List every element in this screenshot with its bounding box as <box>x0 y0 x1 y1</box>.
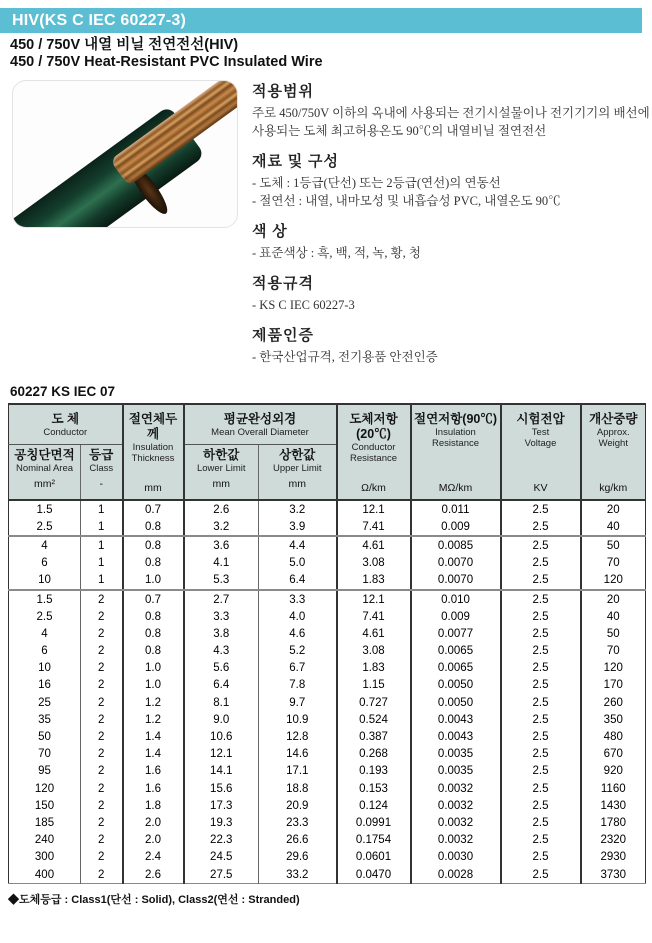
cell: 1 <box>81 555 123 572</box>
cell: 2.6 <box>184 500 259 518</box>
cell: 0.0030 <box>411 849 501 866</box>
cell: 22.3 <box>184 832 259 849</box>
cell: 920 <box>603 765 623 778</box>
cell: 2.6 <box>123 866 184 884</box>
cell: 5.2 <box>259 643 337 660</box>
cell: 0.0070 <box>411 555 501 572</box>
cell: 2320 <box>600 834 627 847</box>
cell: 1160 <box>600 782 626 795</box>
cell: 5.3 <box>184 572 259 590</box>
cell: 0.387 <box>337 728 411 745</box>
cell: 0.0043 <box>411 711 501 728</box>
cell: 70 <box>9 746 81 763</box>
cell: 1.0 <box>123 677 184 694</box>
section-text: - KS C IEC 60227-3 <box>252 298 355 312</box>
cell: 2 <box>81 677 123 694</box>
cell: 350 <box>603 713 623 726</box>
cell: 18.8 <box>259 780 337 797</box>
cell: 1.4 <box>123 728 184 745</box>
table-row <box>9 625 646 642</box>
cell: 120 <box>9 780 81 797</box>
cell: 1.83 <box>337 660 411 677</box>
section-scope <box>252 80 650 140</box>
cell: 6.4 <box>259 572 337 590</box>
page-header-banner <box>0 8 642 33</box>
cell: 16 <box>9 677 81 694</box>
section-colors <box>252 220 650 262</box>
cell: 4.3 <box>184 643 259 660</box>
cell: 2 <box>81 660 123 677</box>
cell: 2.7 <box>184 590 259 608</box>
cell: 12.8 <box>259 728 337 745</box>
cell: 670 <box>603 748 623 761</box>
cell: 0.0032 <box>411 832 501 849</box>
table-row <box>9 711 646 728</box>
cell: 300 <box>9 849 81 866</box>
table-row <box>9 555 646 572</box>
table-row <box>9 500 646 518</box>
wire-product-photo <box>12 80 238 228</box>
cell: 12.1 <box>184 746 259 763</box>
section-heading: 적용규격 <box>252 276 314 292</box>
col-group-diameter: 평균완성외경 Mean Overall Diameter <box>184 404 337 444</box>
cell: 2.5 <box>501 797 581 814</box>
cell: 2.5 <box>501 643 581 660</box>
cell: 2.5 <box>501 500 581 518</box>
cell: 0.0050 <box>411 694 501 711</box>
cell: 3.08 <box>337 643 411 660</box>
cell: 0.0065 <box>411 643 501 660</box>
cell: 4.61 <box>337 536 411 554</box>
cell: 0.0470 <box>337 866 411 884</box>
cell: 170 <box>603 679 623 692</box>
cell: 1.5 <box>9 500 81 518</box>
table-row <box>9 832 646 849</box>
cell: 1.0 <box>123 572 184 590</box>
cell: 0.0070 <box>411 572 501 590</box>
cell: 2.5 <box>501 763 581 780</box>
cell: 2 <box>81 625 123 642</box>
cell: 2.5 <box>501 677 581 694</box>
cell: 2.0 <box>123 814 184 831</box>
cell: 1.4 <box>123 746 184 763</box>
cell: 14.1 <box>184 763 259 780</box>
cell: 8.1 <box>184 694 259 711</box>
cell: 1.5 <box>9 590 81 608</box>
cell: 70 <box>606 557 620 570</box>
cell: 1.15 <box>337 677 411 694</box>
cell: 0.011 <box>411 500 501 518</box>
cell: 0.193 <box>337 763 411 780</box>
cell: 0.0032 <box>411 814 501 831</box>
cell: 9.7 <box>259 694 337 711</box>
cell: 17.1 <box>259 763 337 780</box>
cell: 3.2 <box>184 518 259 536</box>
table-row <box>9 780 646 797</box>
cell: 0.8 <box>123 536 184 554</box>
cell: 1 <box>81 572 123 590</box>
col-insulation-thickness: 절연체두께 Insulation Thickness mm <box>123 404 184 500</box>
cell: 3730 <box>600 868 627 881</box>
cell: 0.0028 <box>411 866 501 884</box>
cell: 1.6 <box>123 780 184 797</box>
cell: 2 <box>81 849 123 866</box>
cell: 7.41 <box>337 608 411 625</box>
cell: 0.009 <box>411 518 501 536</box>
cell: 2.5 <box>501 866 581 884</box>
col-insulation-resistance: 절연저항(90℃) Insulation Resistance MΩ/km <box>411 404 501 500</box>
cell: 3.8 <box>184 625 259 642</box>
table-row <box>9 763 646 780</box>
section-certification <box>252 324 650 366</box>
table-footnote: ◆도체등급 : Class1(단선 : Solid), Class2(연선 : Stranded) <box>8 894 300 907</box>
cell: 0.0043 <box>411 728 501 745</box>
cell: 0.268 <box>337 746 411 763</box>
cell: 2 <box>81 643 123 660</box>
table-row <box>9 677 646 694</box>
table-row <box>9 660 646 677</box>
cell: 0.0032 <box>411 780 501 797</box>
cell: 3.3 <box>259 590 337 608</box>
cell: 5.0 <box>259 555 337 572</box>
cell: 4 <box>9 625 81 642</box>
cell: 20.9 <box>259 797 337 814</box>
cell: 2.5 <box>501 814 581 831</box>
cell: 2.5 <box>9 608 81 625</box>
cell: 1780 <box>600 816 627 829</box>
cell: 4 <box>9 536 81 554</box>
cell: 27.5 <box>184 866 259 884</box>
cell: 0.124 <box>337 797 411 814</box>
cell: 0.727 <box>337 694 411 711</box>
cell: 3.6 <box>184 536 259 554</box>
cell: 4.4 <box>259 536 337 554</box>
col-class: 등급 Class - <box>81 444 123 500</box>
section-materials <box>252 150 650 210</box>
cell: 6.7 <box>259 660 337 677</box>
cell: 2.5 <box>501 780 581 797</box>
cell: 120 <box>603 662 623 675</box>
table-row <box>9 746 646 763</box>
cell: 6.4 <box>184 677 259 694</box>
col-group-conductor: 도 체 Conductor <box>9 404 123 444</box>
cell: 2.5 <box>501 625 581 642</box>
cell: 2 <box>81 780 123 797</box>
cell: 1.2 <box>123 694 184 711</box>
cell: 10 <box>9 572 81 590</box>
subtitle-english: 450 / 750V Heat-Resistant PVC Insulated Wire <box>10 54 323 70</box>
cell: 0.8 <box>123 518 184 536</box>
section-heading: 색 상 <box>252 224 288 240</box>
section-standards <box>252 272 650 314</box>
cell: 400 <box>9 866 81 884</box>
cell: 2 <box>81 608 123 625</box>
cell: 50 <box>9 728 81 745</box>
cell: 0.0032 <box>411 797 501 814</box>
cell: 120 <box>581 572 646 590</box>
cell: 4.61 <box>337 625 411 642</box>
table-row <box>9 797 646 814</box>
cell: 70 <box>606 645 620 658</box>
cell: 50 <box>606 539 620 552</box>
col-conductor-resistance: 도체저항(20℃) Conductor Resistance Ω/km <box>337 404 411 500</box>
cell: 7.41 <box>337 518 411 536</box>
cell: 185 <box>9 814 81 831</box>
cell: 0.7 <box>123 500 184 518</box>
cell: 14.6 <box>259 746 337 763</box>
section-text: 사용되는 도체 최고허용온도 90℃의 내열비닐 절연전선 <box>252 124 547 138</box>
cell: 4.0 <box>259 608 337 625</box>
table-row <box>9 590 646 608</box>
cell: 95 <box>9 763 81 780</box>
cell: 0.8 <box>123 643 184 660</box>
cell: 1 <box>81 536 123 554</box>
table-row <box>9 572 646 590</box>
cell: 1430 <box>600 799 627 812</box>
cell: 40 <box>606 610 620 623</box>
cell: 0.0601 <box>337 849 411 866</box>
cell: 2.5 <box>501 518 581 536</box>
table-row <box>9 866 646 884</box>
cell: 40 <box>581 518 646 536</box>
col-nominal-area: 공칭단면적 Nominal Area mm² <box>9 444 81 500</box>
cell: 2 <box>81 694 123 711</box>
cell: 2 <box>81 746 123 763</box>
cell: 2.5 <box>501 572 581 590</box>
cell: 7.8 <box>259 677 337 694</box>
cell: 3.08 <box>337 555 411 572</box>
cell: 2.5 <box>501 711 581 728</box>
cell: 4.1 <box>184 555 259 572</box>
section-text: - 절연선 : 내열, 내마모성 및 내흡습성 PVC, 내열온도 90℃ <box>252 194 561 208</box>
spec-table <box>8 403 646 884</box>
table-row <box>9 814 646 831</box>
cell: 0.524 <box>337 711 411 728</box>
cell: 150 <box>9 797 81 814</box>
cell: 0.010 <box>411 590 501 608</box>
table-row <box>9 536 646 554</box>
cell: 0.0991 <box>337 814 411 831</box>
table-row <box>9 518 646 536</box>
cell: 15.6 <box>184 780 259 797</box>
cell: 2.5 <box>501 660 581 677</box>
cell: 2.5 <box>501 694 581 711</box>
col-lower-limit: 하한값 Lower Limit mm <box>184 444 259 500</box>
cell: 2.5 <box>501 746 581 763</box>
cell: 29.6 <box>259 849 337 866</box>
cell: 35 <box>9 711 81 728</box>
cell: 0.0065 <box>411 660 501 677</box>
col-approx-weight: 개산중량 Approx. Weight kg/km <box>581 404 646 500</box>
cell: 480 <box>603 731 623 744</box>
cell: 0.8 <box>123 625 184 642</box>
cell: 20 <box>606 503 620 516</box>
col-upper-limit: 상한값 Upper Limit mm <box>259 444 337 500</box>
cell: 3.3 <box>184 608 259 625</box>
cell: 3.2 <box>259 500 337 518</box>
cell: 50 <box>606 627 620 640</box>
table-row <box>9 728 646 745</box>
cell: 1.8 <box>123 797 184 814</box>
cell: 1 <box>81 518 123 536</box>
cell: 2 <box>81 866 123 884</box>
cell: 2 <box>81 590 123 608</box>
cell: 24.5 <box>184 849 259 866</box>
cell: 5.6 <box>184 660 259 677</box>
cell: 0.1754 <box>337 832 411 849</box>
section-heading: 제품인증 <box>252 328 314 344</box>
cell: 10 <box>9 660 81 677</box>
cell: 2.0 <box>123 832 184 849</box>
cell: 240 <box>9 832 81 849</box>
section-heading: 적용범위 <box>252 84 314 100</box>
section-text: - 도체 : 1등급(단선) 또는 2등급(연선)의 연동선 <box>252 176 501 190</box>
table-row <box>9 849 646 866</box>
cell: 0.009 <box>411 608 501 625</box>
cell: 2 <box>81 711 123 728</box>
cell: 2.5 <box>501 555 581 572</box>
page-title: HIV(KS C IEC 60227-3) <box>12 12 187 29</box>
cell: 6 <box>9 555 81 572</box>
section-text: 주로 450/750V 이하의 옥내에 사용되는 전기시설물이나 전기기기의 배선에 <box>252 106 650 120</box>
title-block <box>10 37 652 71</box>
cell: 0.153 <box>337 780 411 797</box>
cell: 2 <box>81 814 123 831</box>
cell: 2.5 <box>501 849 581 866</box>
cell: 2.5 <box>501 536 581 554</box>
cell: 12.1 <box>337 590 411 608</box>
section-text: - 표준색상 : 흑, 백, 적, 녹, 황, 청 <box>252 246 422 260</box>
cell: 0.0050 <box>411 677 501 694</box>
cell: 33.2 <box>259 866 337 884</box>
cell: 6 <box>9 643 81 660</box>
cell: 3.9 <box>259 518 337 536</box>
table-row <box>9 608 646 625</box>
cell: 23.3 <box>259 814 337 831</box>
cell: 2.5 <box>501 832 581 849</box>
cell: 10.9 <box>259 711 337 728</box>
section-heading: 재료 및 구성 <box>252 154 339 170</box>
cell: 25 <box>9 694 81 711</box>
subtitle-korean: 450 / 750V 내열 비닐 전연전선(HIV) <box>10 37 239 53</box>
cell: 2.5 <box>501 728 581 745</box>
cell: 2 <box>81 797 123 814</box>
description-sections <box>252 80 650 376</box>
cell: 0.0085 <box>411 536 501 554</box>
cell: 0.0077 <box>411 625 501 642</box>
section-text: - 한국산업규격, 전기용품 안전인증 <box>252 350 438 364</box>
cell: 4.6 <box>259 625 337 642</box>
cell: 1.83 <box>337 572 411 590</box>
table-body <box>9 500 646 884</box>
cell: 9.0 <box>184 711 259 728</box>
cell: 1 <box>81 500 123 518</box>
table-header <box>9 404 646 500</box>
table-row <box>9 643 646 660</box>
col-test-voltage: 시험전압 Test Voltage KV <box>501 404 581 500</box>
table-row <box>9 694 646 711</box>
cell: 2 <box>81 728 123 745</box>
cell: 1.2 <box>123 711 184 728</box>
cell: 2.5 <box>9 518 81 536</box>
cell: 2 <box>81 763 123 780</box>
cell: 10.6 <box>184 728 259 745</box>
cell: 0.8 <box>123 608 184 625</box>
cell: 260 <box>603 696 623 709</box>
cell: 17.3 <box>184 797 259 814</box>
cell: 2 <box>81 832 123 849</box>
cell: 1.6 <box>123 763 184 780</box>
cell: 2930 <box>600 851 627 864</box>
cell: 2.5 <box>501 608 581 625</box>
table-caption: 60227 KS IEC 07 <box>10 384 116 399</box>
cell: 1.0 <box>123 660 184 677</box>
cell: 0.0035 <box>411 763 501 780</box>
cell: 2.4 <box>123 849 184 866</box>
cell: 0.7 <box>123 590 184 608</box>
cell: 19.3 <box>184 814 259 831</box>
cell: 12.1 <box>337 500 411 518</box>
cell: 26.6 <box>259 832 337 849</box>
cell: 0.8 <box>123 555 184 572</box>
cell: 0.0035 <box>411 746 501 763</box>
cell: 2.5 <box>501 590 581 608</box>
cell: 20 <box>606 593 620 606</box>
